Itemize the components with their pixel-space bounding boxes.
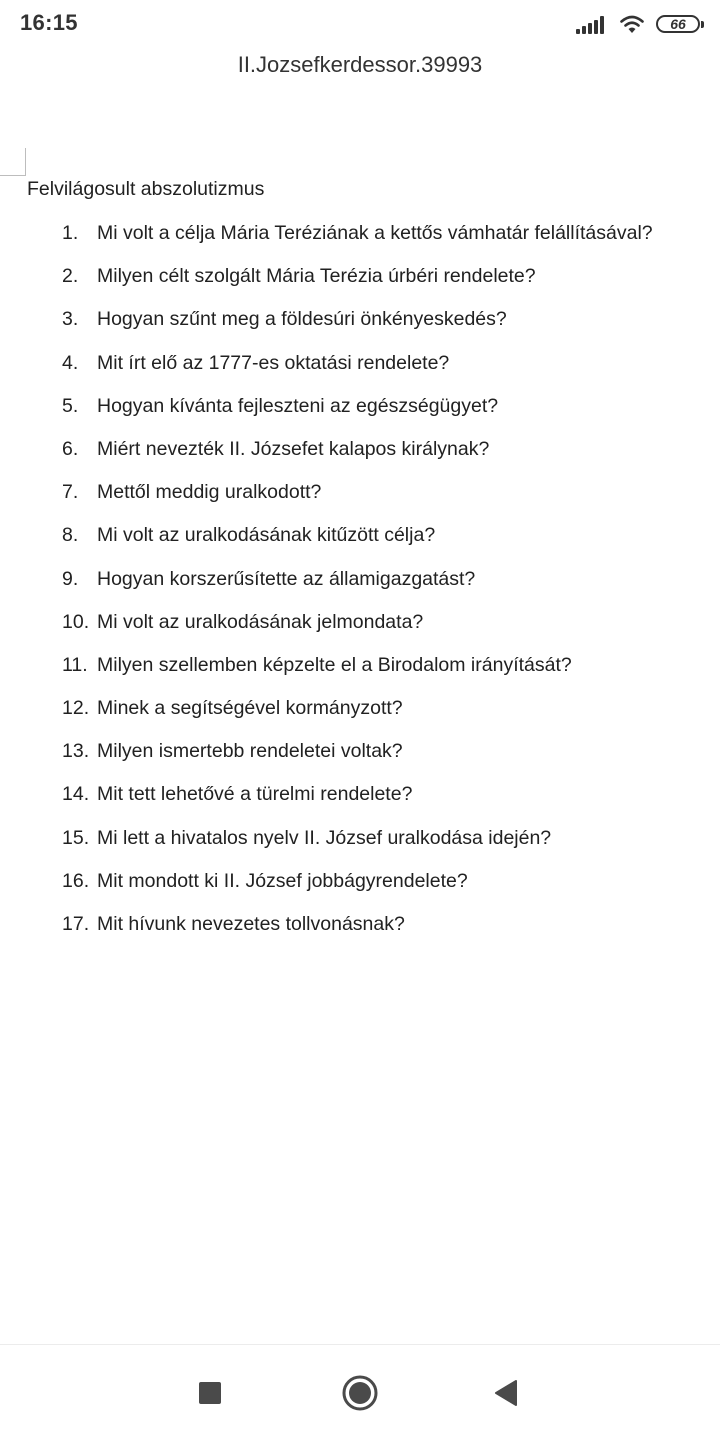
question-number: 6. xyxy=(62,437,79,460)
question-item xyxy=(0,218,720,261)
question-item xyxy=(0,823,720,866)
question-item xyxy=(0,477,720,520)
question-number: 17. xyxy=(62,913,90,935)
recent-apps-button[interactable] xyxy=(184,1367,236,1419)
question-text: Mi volt az uralkodásának jelmondata? xyxy=(97,610,424,633)
question-text: Milyen célt szolgált Mária Terézia úrbéri rendelete? xyxy=(97,265,536,288)
question-item xyxy=(0,693,720,736)
question-item xyxy=(0,564,720,607)
document-title: II.Jozsefkerdessor.39993 xyxy=(237,52,483,77)
question-text: Hogyan korszerűsítette az államigazgatást? xyxy=(97,567,476,590)
question-number: 11. xyxy=(62,653,88,676)
question-number: 9. xyxy=(62,567,79,590)
question-item xyxy=(0,736,720,779)
question-text: Minek a segítségével kormányzott? xyxy=(97,697,403,720)
back-triangle-icon xyxy=(493,1379,519,1407)
question-text: Mettől meddig uralkodott? xyxy=(97,481,322,504)
square-icon xyxy=(199,1382,221,1404)
status-time: 16:15 xyxy=(20,10,78,35)
question-item xyxy=(0,650,720,693)
question-item xyxy=(0,391,720,434)
back-button[interactable] xyxy=(480,1367,532,1419)
question-number: 1. xyxy=(62,222,79,244)
question-text: Milyen szellemben képzelte el a Birodalom irányítását? xyxy=(97,653,572,676)
question-item xyxy=(0,909,720,952)
question-number: 7. xyxy=(62,481,79,504)
question-number: 14. xyxy=(62,783,90,806)
question-text: Mit hívunk nevezetes tollvonásnak? xyxy=(97,913,405,935)
question-text: Mi lett a hivatalos nyelv II. József uralkodása idején? xyxy=(97,826,552,849)
question-item xyxy=(0,261,720,304)
question-number: 3. xyxy=(62,308,79,331)
battery-tip xyxy=(701,21,704,28)
question-text: Miért nevezték II. Józsefet kalapos királynak? xyxy=(97,437,490,460)
question-item xyxy=(0,348,720,391)
question-number: 13. xyxy=(62,740,90,763)
question-text: Mit írt elő az 1777-es oktatási rendelete? xyxy=(97,351,450,374)
navigation-bar xyxy=(0,1344,720,1440)
battery-level: 66 xyxy=(670,16,686,32)
circle-icon xyxy=(341,1374,379,1412)
question-item xyxy=(0,304,720,347)
home-button[interactable] xyxy=(334,1367,386,1419)
question-item xyxy=(0,607,720,650)
question-item xyxy=(0,434,720,477)
question-number: 10. xyxy=(62,610,90,633)
question-number: 15. xyxy=(62,826,90,849)
question-number: 16. xyxy=(62,869,90,892)
question-number: 4. xyxy=(62,351,79,374)
question-number: 5. xyxy=(62,394,79,417)
question-item xyxy=(0,866,720,909)
status-icons xyxy=(576,12,700,36)
question-text: Mi volt az uralkodásának kitűzött célja? xyxy=(97,524,436,547)
battery-icon xyxy=(656,15,700,33)
section-heading: Felvilágosult abszolutizmus xyxy=(27,178,265,200)
question-text: Mi volt a célja Mária Teréziának a kettős vámhatár felállításával? xyxy=(97,222,653,244)
status-bar xyxy=(0,0,720,48)
question-text: Mit mondott ki II. József jobbágyrendelete? xyxy=(97,869,468,892)
question-number: 2. xyxy=(62,265,79,288)
question-text: Hogyan szűnt meg a földesúri önkényeskedés? xyxy=(97,308,507,331)
wifi-icon xyxy=(618,13,646,35)
question-item xyxy=(0,779,720,822)
question-text: Mit tett lehetővé a türelmi rendelete? xyxy=(97,783,413,806)
question-number: 12. xyxy=(62,697,90,720)
signal-icon xyxy=(576,14,606,34)
question-list xyxy=(0,218,720,952)
question-text: Hogyan kívánta fejleszteni az egészségügyet? xyxy=(97,394,499,417)
page-corner-mark xyxy=(0,148,26,176)
question-item xyxy=(0,520,720,563)
question-text: Milyen ismertebb rendeletei voltak? xyxy=(97,740,403,763)
question-number: 8. xyxy=(62,524,79,547)
